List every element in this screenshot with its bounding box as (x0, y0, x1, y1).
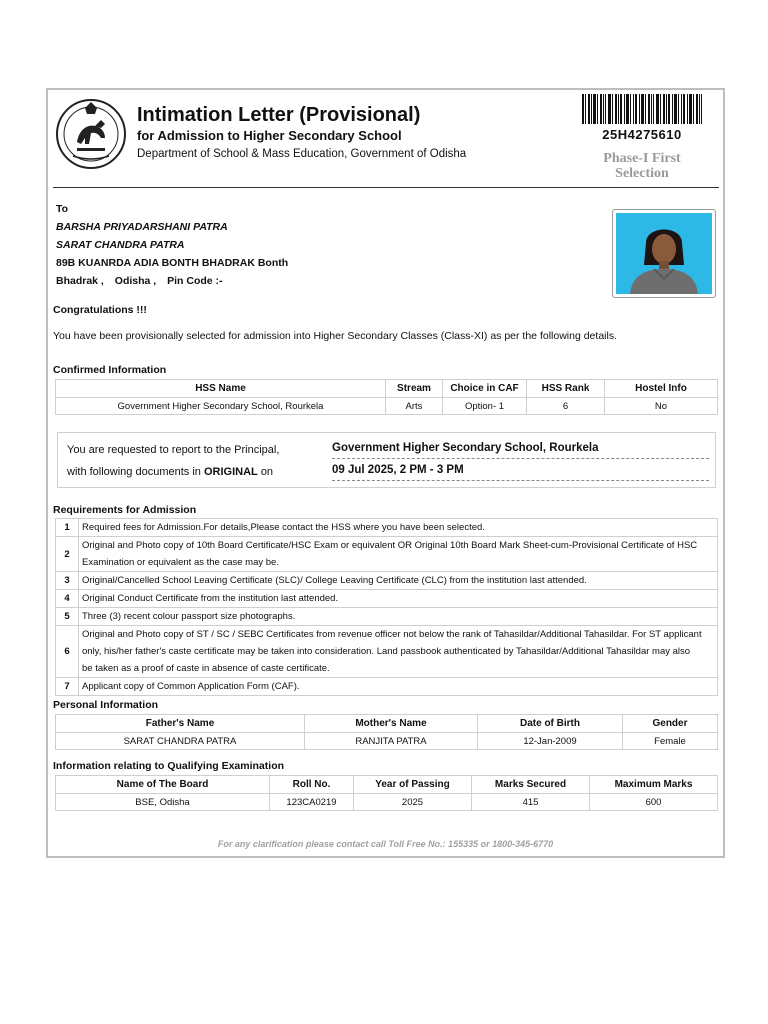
address-pin: Pin Code :- (167, 275, 223, 287)
requirements-table (55, 518, 718, 696)
address-district-line (56, 275, 223, 287)
exam-info-heading: Information relating to Qualifying Examination (53, 760, 285, 772)
col-marks: Marks Secured (472, 776, 590, 794)
cell-dob: 12-Jan-2009 (478, 733, 623, 750)
table-header-row (56, 776, 718, 794)
confirmed-info-heading: Confirmed Information (53, 364, 167, 376)
student-photo-image (616, 213, 712, 294)
cell-roll: 123CA0219 (270, 794, 354, 811)
requirement-row (56, 519, 718, 537)
requirement-number: 1 (56, 519, 79, 537)
student-name: BARSHA PRIYADARSHANI PATRA (56, 221, 228, 233)
requirement-text-line: only, his/her father's caste certificate may be taken into consideration. Land passbook authenticated by Tahasildar/Additional Tahasildar may also (82, 646, 691, 657)
footer-note: For any clarification please contact call Toll Free No.: 155335 or 1800-345-6770 (217, 839, 554, 849)
col-board: Name of The Board (56, 776, 270, 794)
requirement-text (79, 678, 718, 696)
col-rank: HSS Rank (527, 380, 605, 398)
col-dob: Date of Birth (478, 715, 623, 733)
requirement-text-line: Original and Photo copy of ST / SC / SEBC Certificates from revenue officer not below the rank of Tahasildar/Additional Tahasildar. For ST applicant (82, 629, 702, 640)
col-hostel: Hostel Info (605, 380, 718, 398)
requirement-number: 4 (56, 590, 79, 608)
requirement-row (56, 626, 718, 678)
col-max-marks: Maximum Marks (590, 776, 718, 794)
personal-info-heading: Personal Information (53, 699, 159, 711)
cell-max-marks: 600 (590, 794, 718, 811)
requirement-row (56, 608, 718, 626)
cell-gender: Female (623, 733, 718, 750)
report-documents-line (67, 466, 273, 478)
requirement-number: 5 (56, 608, 79, 626)
report-school: Government Higher Secondary School, Rourkela (332, 442, 709, 459)
student-photo (612, 209, 716, 298)
cell-hostel: No (605, 398, 718, 415)
department-name: Department of School & Mass Education, Government of Odisha (137, 148, 467, 160)
requirement-number: 6 (56, 626, 79, 678)
col-gender: Gender (623, 715, 718, 733)
address-district: Bhadrak , (56, 275, 104, 287)
address-line: 89B KUANRDA ADIA BONTH BHADRAK Bonth (56, 257, 289, 269)
report-original-label: ORIGINAL (203, 466, 258, 478)
requirement-text (79, 572, 718, 590)
address-to: To (56, 203, 69, 215)
report-instruction: You are requested to report to the Principal, (67, 444, 280, 456)
confirmed-info-table (55, 379, 718, 415)
cell-stream: Arts (386, 398, 443, 415)
requirement-text (79, 626, 718, 678)
requirement-row (56, 590, 718, 608)
table-header-row (56, 715, 718, 733)
phase-label: Phase-I First Selection (603, 151, 681, 181)
requirement-text (79, 590, 718, 608)
requirement-text-line: Original Conduct Certificate from the institution last attended. (82, 593, 339, 604)
report-datetime: 09 Jul 2025, 2 PM - 3 PM (332, 464, 709, 481)
cell-rank: 6 (527, 398, 605, 415)
report-box (57, 432, 716, 488)
requirement-text (79, 519, 718, 537)
table-row (56, 398, 718, 415)
letter-subtitle: for Admission to Higher Secondary School (137, 128, 402, 143)
report-documents-suffix: on (260, 466, 274, 478)
col-choice: Choice in CAF (443, 380, 527, 398)
col-hss-name: HSS Name (56, 380, 386, 398)
requirement-text (79, 537, 718, 572)
col-roll: Roll No. (270, 776, 354, 794)
requirement-number: 2 (56, 537, 79, 572)
registration-number: 25H4275610 (602, 127, 682, 142)
table-row (56, 733, 718, 750)
requirement-text-line: Original/Cancelled School Leaving Certificate (SLC)/ College Leaving Certificate (CLC) from the institution last attended. (82, 575, 587, 586)
table-row (56, 794, 718, 811)
requirement-row (56, 572, 718, 590)
cell-board: BSE, Odisha (56, 794, 270, 811)
cell-choice: Option- 1 (443, 398, 527, 415)
header-divider (53, 187, 719, 188)
letter-frame (46, 88, 725, 858)
col-stream: Stream (386, 380, 443, 398)
odisha-emblem-icon (55, 98, 127, 170)
cell-year: 2025 (354, 794, 472, 811)
requirement-row (56, 678, 718, 696)
requirement-text-line: Required fees for Admission.For details,Please contact the HSS where you have been selected. (82, 522, 485, 533)
requirement-text-line: Applicant copy of Common Application Form (CAF). (82, 681, 300, 692)
letter-title: Intimation Letter (Provisional) (137, 104, 421, 126)
cell-father-name: SARAT CHANDRA PATRA (56, 733, 305, 750)
guardian-name: SARAT CHANDRA PATRA (56, 239, 185, 251)
requirement-number: 3 (56, 572, 79, 590)
col-father-name: Father's Name (56, 715, 305, 733)
personal-info-table (55, 714, 718, 750)
col-mother-name: Mother's Name (305, 715, 478, 733)
requirements-heading: Requirements for Admission (53, 504, 197, 516)
requirement-number: 7 (56, 678, 79, 696)
table-header-row (56, 380, 718, 398)
cell-mother-name: RANJITA PATRA (305, 733, 478, 750)
requirement-row (56, 537, 718, 572)
exam-info-table (55, 775, 718, 811)
cell-marks: 415 (472, 794, 590, 811)
intro-text: You have been provisionally selected for admission into Higher Secondary Classes (Class-XI) as per the following details. (53, 330, 617, 342)
congratulations-text: Congratulations !!! (53, 304, 147, 316)
requirement-text-line: be taken as a proof of caste in absence of caste certificate. (82, 663, 330, 674)
requirement-text (79, 608, 718, 626)
barcode-icon (582, 94, 702, 124)
address-state: Odisha , (114, 275, 157, 287)
requirement-text-line: Examination or equivalent as the case may be. (82, 557, 279, 568)
cell-hss-name: Government Higher Secondary School, Rourkela (56, 398, 386, 415)
requirement-text-line: Three (3) recent colour passport size photographs. (82, 611, 296, 622)
requirement-text-line: Original and Photo copy of 10th Board Certificate/HSC Exam or equivalent OR Original 10th Board Mark Sheet-cum-Provisional Certificate of HSC (82, 540, 698, 551)
report-documents-prefix: with following documents in (67, 466, 201, 478)
col-year: Year of Passing (354, 776, 472, 794)
